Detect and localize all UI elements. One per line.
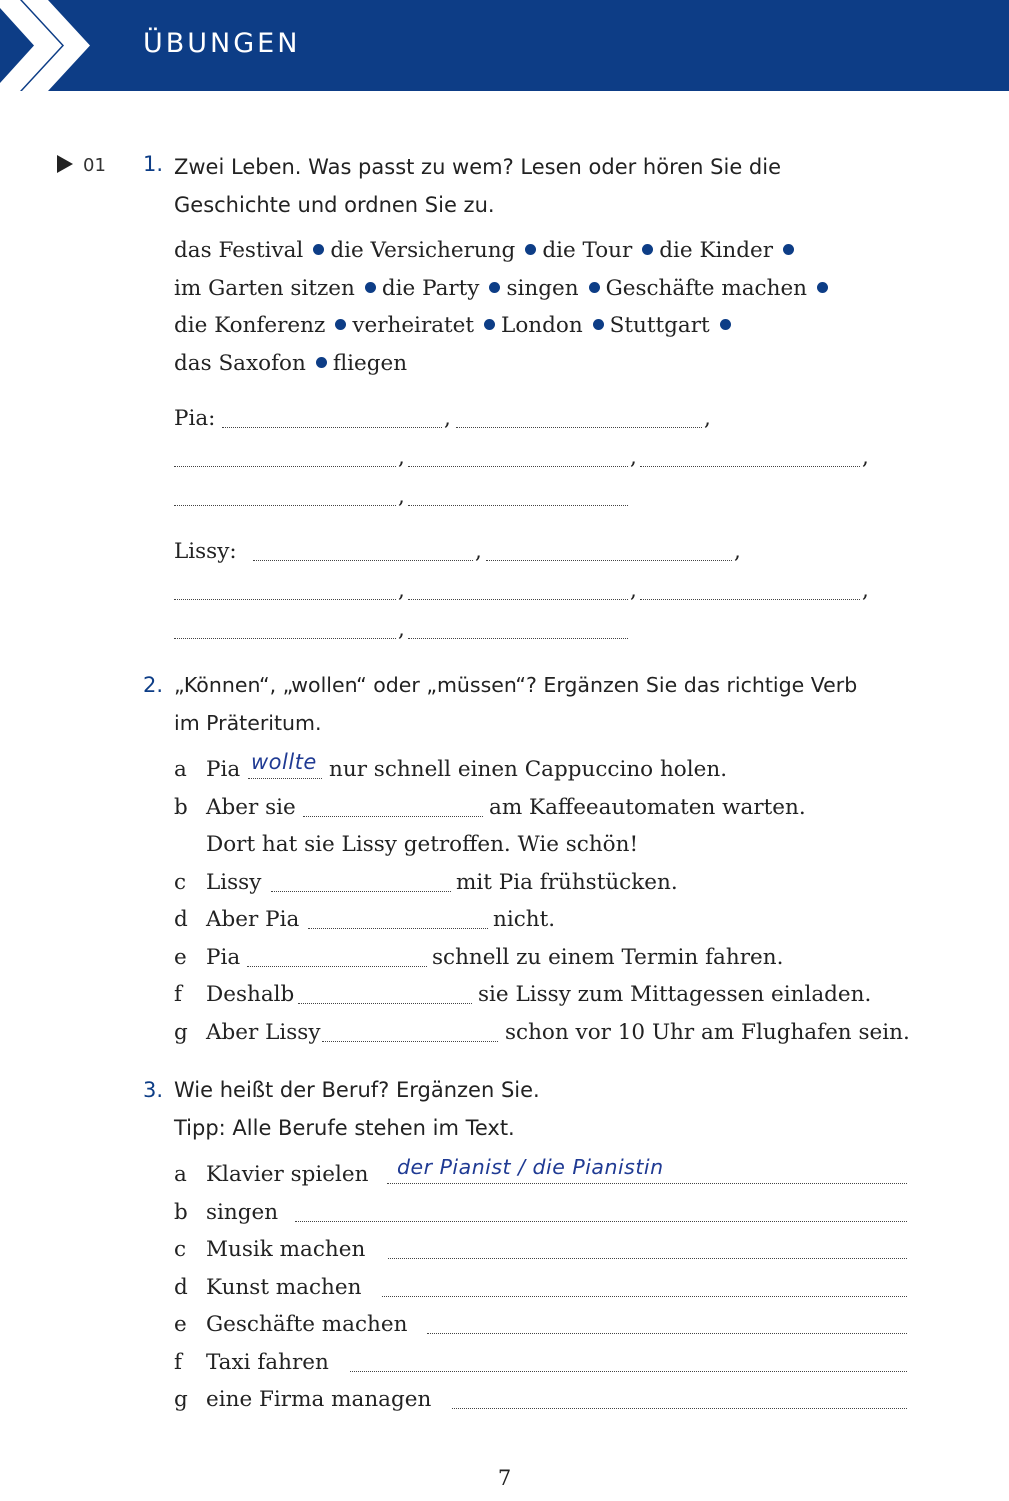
word: die Party bbox=[381, 275, 480, 301]
comma: , bbox=[862, 445, 869, 470]
track-number: 01 bbox=[83, 155, 106, 176]
exercise-number: 1. bbox=[143, 152, 164, 176]
bullet-icon bbox=[593, 319, 604, 330]
answer-blank[interactable] bbox=[174, 505, 396, 506]
word: die Tour bbox=[542, 238, 633, 263]
word-line bbox=[174, 270, 914, 308]
answer-blank[interactable] bbox=[452, 1408, 907, 1409]
comma: , bbox=[398, 484, 405, 509]
item-letter: a bbox=[174, 1162, 187, 1187]
item-text: singen bbox=[206, 1200, 279, 1225]
answer-blank[interactable] bbox=[408, 466, 628, 467]
item-text: nur schnell einen Cappuccino holen. bbox=[329, 757, 728, 782]
comma: , bbox=[444, 406, 451, 431]
item-text: Klavier spielen bbox=[206, 1162, 369, 1187]
item-text: Lissy bbox=[206, 870, 262, 895]
item-text: Taxi fahren bbox=[206, 1350, 329, 1375]
word: die Kinder bbox=[659, 238, 774, 263]
word: im Garten sitzen bbox=[174, 275, 355, 301]
item-letter: g bbox=[174, 1020, 188, 1045]
answer-blank[interactable] bbox=[640, 466, 860, 467]
item-letter: f bbox=[174, 982, 182, 1007]
word: London bbox=[501, 313, 583, 339]
answer-blank[interactable] bbox=[248, 778, 322, 779]
answer-blank[interactable] bbox=[387, 1183, 907, 1184]
item-text: am Kaffeeautomaten warten. bbox=[489, 795, 806, 820]
answer-blank[interactable] bbox=[408, 638, 628, 639]
bullet-icon bbox=[313, 244, 324, 255]
item-text: schon vor 10 Uhr am Flughafen sein. bbox=[505, 1020, 910, 1045]
word: fliegen bbox=[332, 351, 408, 377]
item-text: Musik machen bbox=[206, 1237, 366, 1262]
word: singen bbox=[506, 275, 579, 301]
bullet-icon bbox=[316, 357, 327, 368]
item-text: Aber Lissy bbox=[206, 1020, 321, 1045]
lissy-label: Lissy: bbox=[174, 539, 237, 564]
item-text: Aber sie bbox=[206, 795, 296, 820]
comma: , bbox=[475, 539, 482, 564]
item-text: sie Lissy zum Mittagessen einladen. bbox=[478, 982, 872, 1007]
item-letter: f bbox=[174, 1350, 182, 1375]
word: das Festival bbox=[174, 238, 304, 263]
page-number: 7 bbox=[497, 1466, 512, 1490]
answer-blank[interactable] bbox=[174, 466, 396, 467]
answer-blank[interactable] bbox=[408, 505, 628, 506]
word-line bbox=[174, 307, 914, 345]
item-letter: b bbox=[174, 1200, 188, 1225]
answer-blank[interactable] bbox=[456, 427, 702, 428]
exercise-number: 3. bbox=[143, 1078, 164, 1102]
bullet-icon bbox=[365, 282, 376, 293]
audio-track[interactable] bbox=[57, 155, 106, 176]
item-letter: d bbox=[174, 1275, 188, 1300]
item-letter: b bbox=[174, 795, 188, 820]
item-text: mit Pia frühstücken. bbox=[456, 870, 678, 895]
comma: , bbox=[398, 578, 405, 603]
answer-blank[interactable] bbox=[295, 1221, 907, 1222]
exercise-heading: Zwei Leben. Was passt zu wem? Lesen oder hören Sie die Geschichte und ordnen Sie zu. bbox=[174, 155, 782, 217]
word-line bbox=[174, 345, 914, 383]
item-letter: c bbox=[174, 870, 187, 895]
word-box bbox=[174, 232, 914, 383]
answer-blank[interactable] bbox=[308, 928, 488, 929]
item-text: eine Firma managen bbox=[206, 1387, 432, 1412]
bullet-icon bbox=[525, 244, 536, 255]
pia-label: Pia: bbox=[174, 406, 216, 431]
exercise-number: 2. bbox=[143, 673, 164, 697]
comma: , bbox=[630, 578, 637, 603]
item-text: Kunst machen bbox=[206, 1275, 362, 1300]
handwritten-answer: wollte bbox=[251, 750, 317, 774]
bullet-icon bbox=[484, 319, 495, 330]
answer-blank[interactable] bbox=[427, 1333, 907, 1334]
exercise-heading: „Können“, „wollen“ oder „müssen“? Ergänzen Sie das richtige Verb im Präteritum. bbox=[174, 673, 858, 735]
word: Geschäfte machen bbox=[605, 275, 808, 301]
bullet-icon bbox=[720, 319, 731, 330]
bullet-icon bbox=[642, 244, 653, 255]
answer-blank[interactable] bbox=[253, 560, 473, 561]
comma: , bbox=[398, 617, 405, 642]
comma: , bbox=[704, 406, 711, 431]
comma: , bbox=[398, 445, 405, 470]
answer-blank[interactable] bbox=[271, 891, 451, 892]
bullet-icon bbox=[817, 282, 828, 293]
answer-blank[interactable] bbox=[350, 1371, 907, 1372]
item-text: Dort hat sie Lissy getroffen. Wie schön! bbox=[206, 832, 639, 857]
bullet-icon bbox=[489, 282, 500, 293]
bullet-icon bbox=[589, 282, 600, 293]
item-letter: c bbox=[174, 1237, 187, 1262]
comma: , bbox=[734, 539, 741, 564]
answer-blank[interactable] bbox=[322, 1041, 498, 1042]
comma: , bbox=[862, 578, 869, 603]
item-text: Deshalb bbox=[206, 982, 295, 1007]
header-title: ÜBUNGEN bbox=[143, 28, 301, 59]
word: verheiratet bbox=[352, 313, 475, 339]
answer-blank[interactable] bbox=[303, 816, 483, 817]
word: Stuttgart bbox=[609, 313, 710, 339]
item-letter: a bbox=[174, 757, 187, 782]
word: das Saxofon bbox=[174, 351, 306, 377]
word: die Konferenz bbox=[174, 313, 326, 339]
bullet-icon bbox=[335, 319, 346, 330]
answer-blank[interactable] bbox=[486, 560, 732, 561]
answer-blank[interactable] bbox=[388, 1258, 907, 1259]
bullet-icon bbox=[783, 244, 794, 255]
item-letter: e bbox=[174, 1312, 187, 1337]
answer-blank[interactable] bbox=[382, 1296, 907, 1297]
item-letter: d bbox=[174, 907, 188, 932]
answer-blank[interactable] bbox=[174, 638, 396, 639]
item-letter: e bbox=[174, 945, 187, 970]
answer-blank[interactable] bbox=[408, 599, 628, 600]
item-text: schnell zu einem Termin fahren. bbox=[432, 945, 784, 970]
item-text: Pia bbox=[206, 945, 241, 970]
answer-blank[interactable] bbox=[298, 1003, 472, 1004]
item-text: Geschäfte machen bbox=[206, 1312, 408, 1337]
play-icon[interactable] bbox=[57, 155, 73, 173]
item-text: nicht. bbox=[493, 907, 556, 932]
item-letter: g bbox=[174, 1387, 188, 1412]
comma: , bbox=[630, 445, 637, 470]
exercise-heading: Wie heißt der Beruf? Ergänzen Sie. Tipp: Alle Berufe stehen im Text. bbox=[174, 1078, 540, 1140]
chevron-icon bbox=[0, 0, 110, 91]
handwritten-answer: der Pianist / die Pianistin bbox=[397, 1155, 664, 1179]
item-text: Aber Pia bbox=[206, 907, 300, 932]
page-header bbox=[0, 0, 1009, 91]
word: die Versicherung bbox=[330, 238, 516, 263]
item-text: Pia bbox=[206, 757, 241, 782]
answer-blank[interactable] bbox=[640, 599, 860, 600]
answer-blank[interactable] bbox=[247, 966, 427, 967]
answer-blank[interactable] bbox=[174, 599, 396, 600]
word-line bbox=[174, 232, 914, 270]
answer-blank[interactable] bbox=[222, 427, 442, 428]
